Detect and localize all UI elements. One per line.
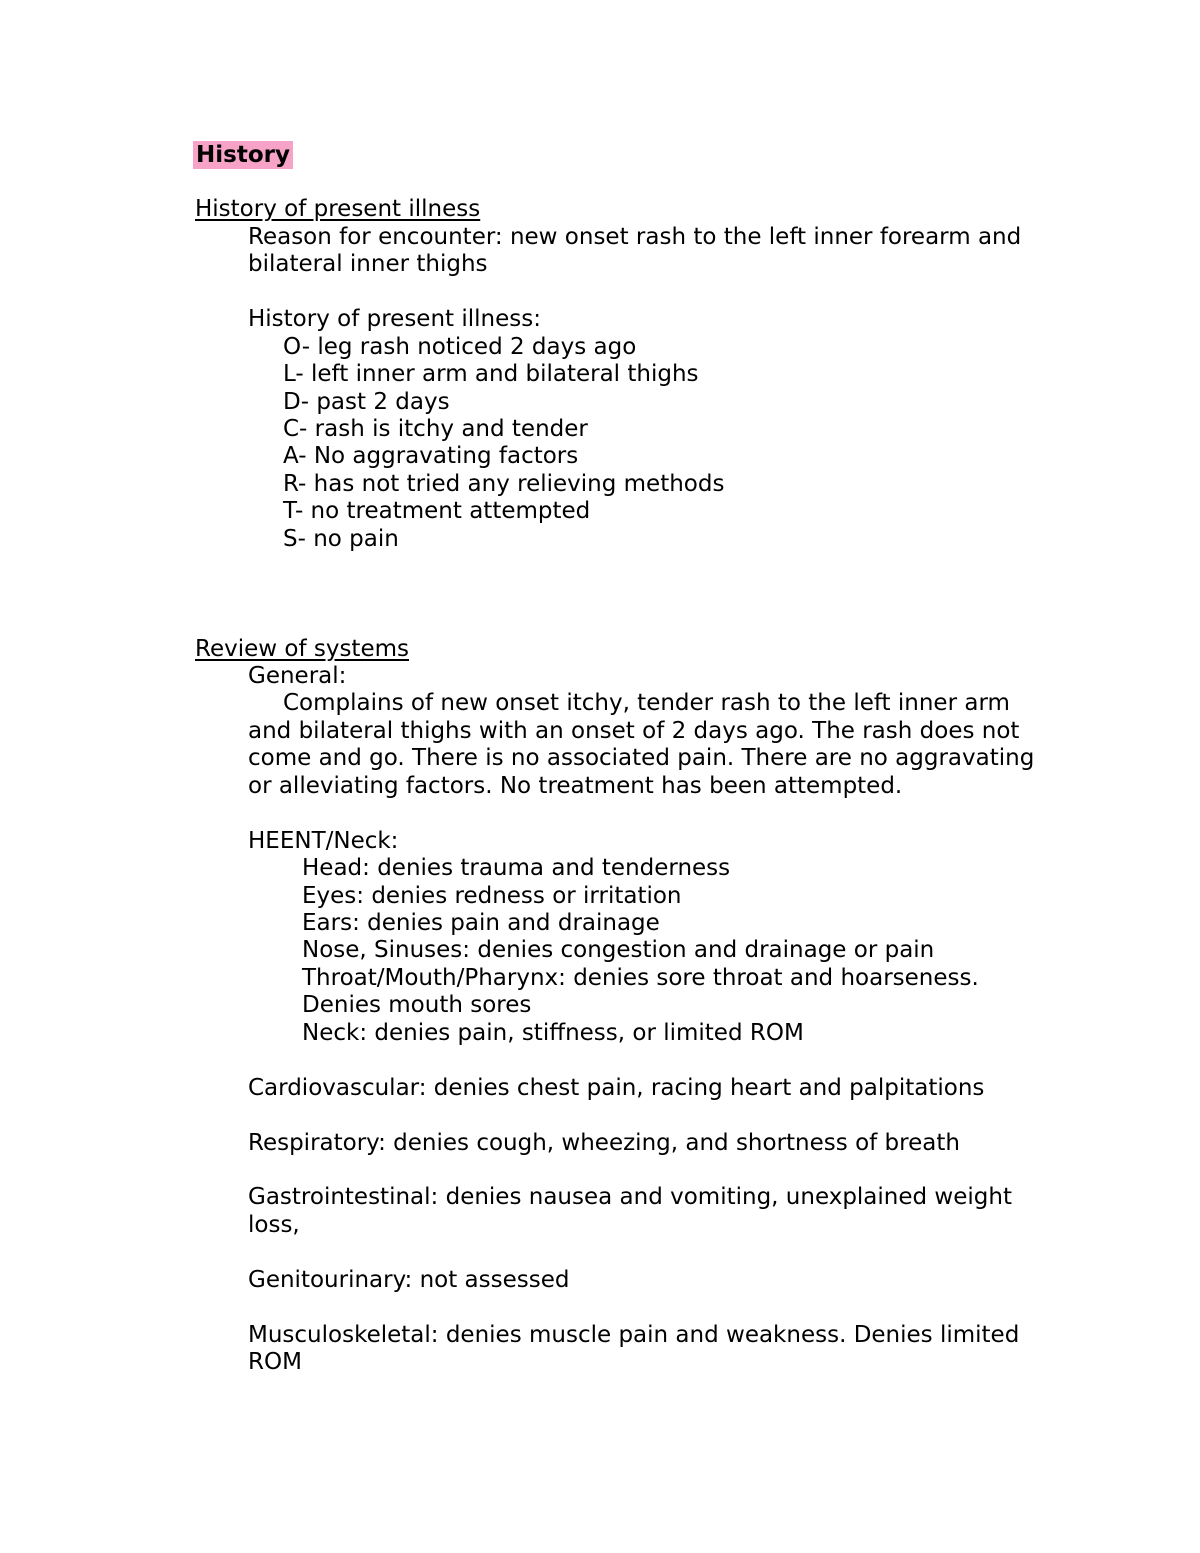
reason-line: Reason for encounter: new onset rash to the left inner forearm and [248, 224, 1022, 250]
heent-item: Ears: denies pain and drainage [302, 910, 660, 936]
heent-item: Eyes: denies redness or irritation [302, 883, 682, 909]
heent-item: Head: denies trauma and tenderness [302, 855, 731, 881]
gastrointestinal-line: Gastrointestinal: denies nausea and vomiting, unexplained weight [248, 1184, 1012, 1210]
respiratory-line: Respiratory: denies cough, wheezing, and shortness of breath [248, 1130, 960, 1156]
heent-item: Throat/Mouth/Pharynx: denies sore throat and hoarseness. [302, 965, 979, 991]
general-text-line: come and go. There is no associated pain. There are no aggravating [248, 745, 1035, 771]
musculoskeletal-line: Musculoskeletal: denies muscle pain and weakness. Denies limited [248, 1322, 1020, 1348]
musculoskeletal-line: ROM [248, 1349, 302, 1375]
oldcarts-item: C- rash is itchy and tender [283, 416, 588, 442]
hpi-section-heading: History of present illness [195, 196, 481, 222]
genitourinary-line: Genitourinary: not assessed [248, 1267, 570, 1293]
oldcarts-item: L- left inner arm and bilateral thighs [283, 361, 699, 387]
oldcarts-item: S- no pain [283, 526, 399, 552]
cardiovascular-line: Cardiovascular: denies chest pain, racing heart and palpitations [248, 1075, 985, 1101]
hpi-label: History of present illness: [248, 306, 541, 332]
oldcarts-item: T- no treatment attempted [283, 498, 591, 524]
general-label: General: [248, 663, 347, 689]
oldcarts-item: R- has not tried any relieving methods [283, 471, 725, 497]
reason-line: bilateral inner thighs [248, 251, 488, 277]
oldcarts-item: O- leg rash noticed 2 days ago [283, 334, 637, 360]
ros-section-heading: Review of systems [195, 636, 409, 662]
heent-label: HEENT/Neck: [248, 828, 399, 854]
oldcarts-item: A- No aggravating factors [283, 443, 579, 469]
oldcarts-item: D- past 2 days [283, 389, 450, 415]
heent-item: Neck: denies pain, stiffness, or limited ROM [302, 1020, 804, 1046]
gastrointestinal-line: loss, [248, 1212, 300, 1238]
general-text-line: Complains of new onset itchy, tender rash to the left inner arm [283, 690, 1010, 716]
general-text-line: and bilateral thighs with an onset of 2 days ago. The rash does not [248, 718, 1020, 744]
heent-item: Denies mouth sores [302, 992, 532, 1018]
heent-item: Nose, Sinuses: denies congestion and drainage or pain [302, 937, 935, 963]
general-text-line: or alleviating factors. No treatment has been attempted. [248, 773, 903, 799]
document-title: History [193, 141, 293, 169]
